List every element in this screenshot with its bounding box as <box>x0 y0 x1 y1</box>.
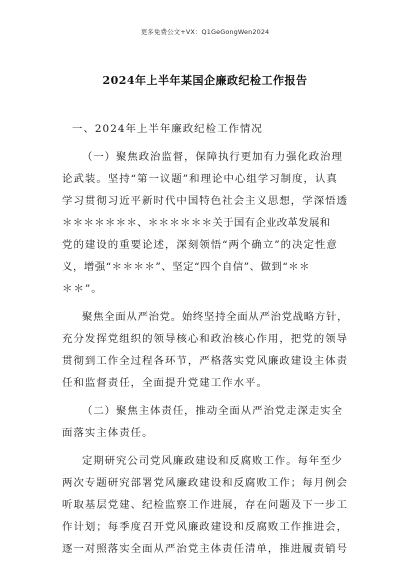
paragraph-line: 论武装。坚持“第一议题”和理论中心组学习制度，认真 <box>62 173 338 185</box>
paragraph-line: 贯彻到工作全过程各环节，严格落实党风廉政建设主体责 <box>62 355 349 367</box>
section-heading: 一、2024年上半年廉政纪检工作情况 <box>72 123 263 135</box>
paragraph-line: 听取基层党建、纪检监察工作进展，存在问题及下一步工 <box>62 499 349 511</box>
paragraph-line: 学习贯彻习近平新时代中国特色社会主义思想，学深悟透 <box>62 195 349 207</box>
document-title: 2024年上半年某国企廉政纪检工作报告 <box>102 74 308 87</box>
paragraph-line: 面落实主体责任。 <box>62 427 154 439</box>
paragraph-line: 作计划；每季度召开党风廉政建设和反腐败工作推进会， <box>62 521 349 533</box>
paragraph-line: ＊＊＊＊＊＊＊、＊＊＊＊＊＊关于国有企业改革发展和 <box>62 217 331 229</box>
paragraph-line: 党的建设的重要论述，深刻领悟“两个确立”的决定性意 <box>62 239 338 251</box>
paragraph-line: 两次专题研究部署党风廉政建设和反腐败工作；每月例会 <box>62 477 349 489</box>
paragraph-line: 逐一对照落实全面从严治党主体责任清单，推进履责销号 <box>62 543 349 555</box>
paragraph-line: 任和监督责任，全面提升党建工作水平。 <box>62 377 268 389</box>
paragraph-line: 充分发挥党组织的领导核心和政治核心作用，把党的领导 <box>62 333 349 345</box>
header-note: 更多免费公文+VX：Q1GeGongWen2024 <box>140 28 270 36</box>
paragraph-line: 聚焦全面从严治党。始终坚持全面从严治党战略方针， <box>82 311 349 323</box>
paragraph-line: ＊＊”。 <box>62 283 103 295</box>
paragraph-line: 定期研究公司党风廉政建设和反腐败工作。每年至少 <box>82 455 343 467</box>
paragraph-line: 义，增强“＊＊＊＊”、坚定“四个自信”、做到“＊＊ <box>62 261 311 273</box>
paragraph-line: （二）聚焦主体责任，推动全面从严治党走深走实全 <box>82 405 343 417</box>
paragraph-line: （一）聚焦政治监督，保障执行更加有力强化政治理 <box>82 151 343 163</box>
document-body <box>62 118 356 560</box>
